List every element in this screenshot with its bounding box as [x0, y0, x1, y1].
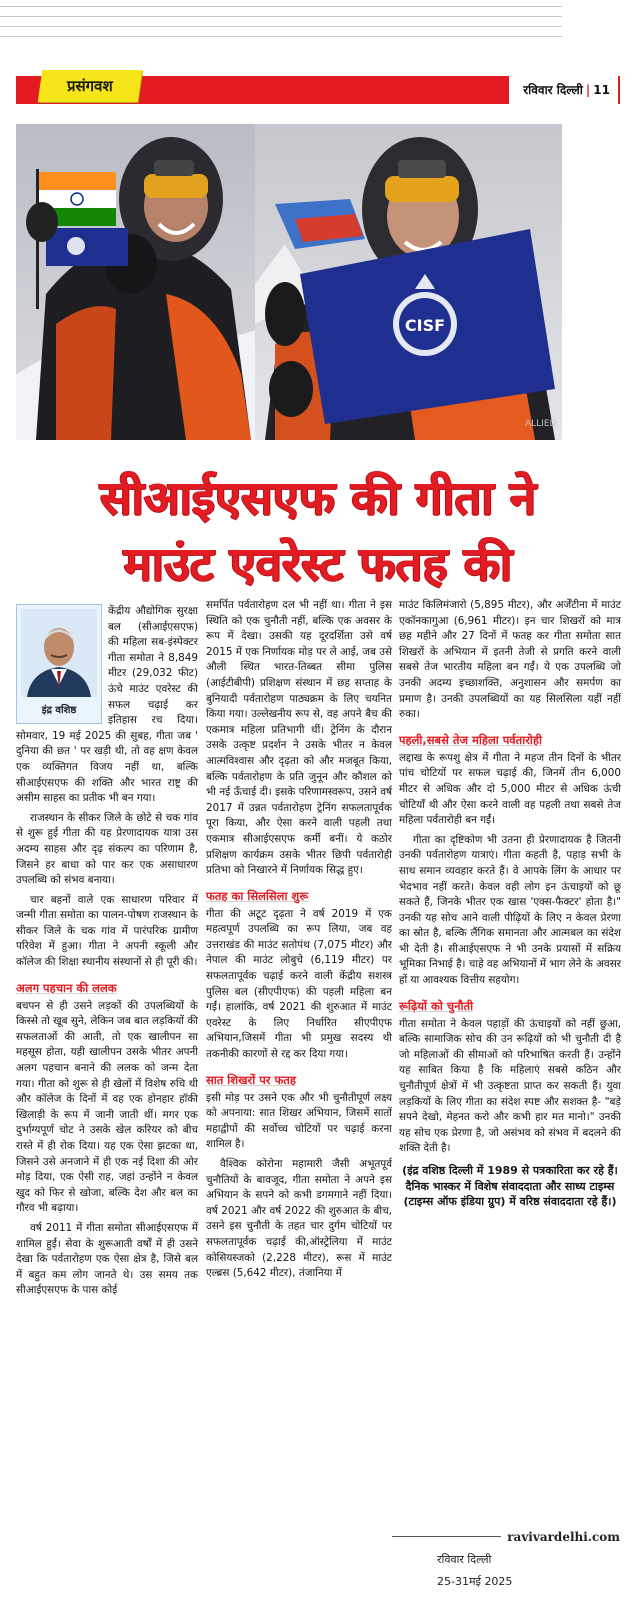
col1-paragraph-2: राजस्थान के सीकर जिले के छोटे से चक गांव से शुरू हुई गीता की यह प्रेरणादायक यात्रा उस अदम्य साहस और दृढ़ संकल्प का परिणाम है, जिसने हर बाधा को पार कर एक असाधारण उपलब्धि को संभव बनाया।: [16, 811, 198, 887]
col2-paragraph-4: वैश्विक कोरोना महामारी जैसी अभूतपूर्व चुनौतियों के बावजूद, गीता समोता ने अपने इस अभियान के सपने को कभी डगमगाने नहीं दिया। वर्ष 2021 और वर्ष 2022 की शुरुआत के बीच, उसने इस चुनौती के तहत चार दुर्गम चोटियों पर सफलतापूर्वक चढ़ाई की,ऑस्ट्रेलिया में माउंट कोसियस्जको (2,228 मीटर), रूस में माउंट एल्ब्रस (5,642 मीटर), तंजानिया में: [206, 1158, 392, 1280]
article-column-2: [206, 598, 392, 1286]
page-number: 11: [593, 83, 610, 97]
subhead-sabse-tez: पहली,सबसे तेज महिला पर्वतारोही: [399, 732, 542, 747]
suit-brand-text: ALLIED: [525, 419, 557, 429]
flag-cisf-text: CISF: [404, 316, 446, 335]
col3-paragraph-1: माउंट किलिमंजारो (5,895 मीटर), और अर्जेंटीना में माउंट एकॉनकागुआ (6,961 मीटर)। इन चार शिखरों को मात्र छह महीने और 27 दिनों में फतह कर गीता समोता सात शिखरों के अभियान में इतनी तेजी से प्रगति करने वाली सबसे तेज भारतीय महिला बन गईं। ये एक उपलब्धि जो उनकी अदम्य इच्छाशक्ति, अनुशासन और समर्पण का प्रमाण है। उनकी उपलब्धियों का यह सिलसिला यहीं नहीं रुका।: [399, 599, 621, 721]
top-rules: [0, 0, 636, 40]
page-info: रविवार दिल्ली | 11: [509, 76, 618, 104]
col2-paragraph-2: गीता की अटूट दृढ़ता ने वर्ष 2019 में एक महत्वपूर्ण उपलब्धि का रूप लिया, जब वह उत्तराखंड की माउंट सतोपंथ (7,075 मीटर) और नेपाल की माउंट लोबुचे (6,119 मीटर) पर सफलतापूर्वक चढ़ाई करने वाली केंद्रीय सशस्त्र पुलिस बल (सीएपीएफ) की पहली महिला बन गईं। हालांकि, वर्ष 2021 की शुरुआत में माउंट एवरेस्ट के लिए निर्धारित सीएपीएफ अभियान,जिसमें गीता भी प्रमुख सदस्य थी तकनीकी कारणों से रद्द कर दिया गया।: [206, 907, 392, 1061]
subhead-saat-shikhar: सात शिखरों पर फतह: [206, 1072, 296, 1087]
headline: [16, 466, 620, 598]
col2-paragraph-1: समर्पित पर्वतारोहण दल भी नहीं था। गीता ने इस स्थिति को एक चुनौती नहीं, बल्कि एक अवसर के रूप में देखा। उसकी यह दूरदर्शिता उसे वर्ष 2015 में एक निर्णायक मोड़ पर ले आई, जब उसे औली स्थित भारत-तिब्बत सीमा पुलिस (आईटीबीपी) प्रशिक्षण संस्थान में छह सप्ताह के बुनियादी पर्वतारोहण पाठ्यक्रम के लिए चयनित किया गया। उल्लेखनीय रूप से, वह अपने बैच की एकमात्र महिला प्रतिभागी थीं। ट्रेनिंग के दौरान उसके उत्कृष्ट प्रदर्शन ने उसके भीतर न केवल आत्मविश्वास और दृढ़ता को और मजबूत किया, बल्कि पर्वतारोहण के प्रति जुनून और कौशल को भी नई ऊँचाई दी। इसके परिणामस्वरूप, उसने वर्ष 2017 में उन्नत पर्वतारोहण ट्रेनिंग सफलतापूर्वक पूरा किया, और ऐसा करने वाली पहली तथा एकमात्र सीआईएसएफ कर्मी बनीं। ये कठोर प्रशिक्षण कार्यक्रम उसके भीतर छिपी पर्वतारोही प्रतिभा को निखारने में निर्णायक सिद्ध हुए।: [206, 599, 392, 877]
article-column-3: [399, 598, 621, 1210]
footer-publication: रविवार दिल्ली: [437, 1553, 492, 1566]
author-note: (इंद्र वशिष्ठ दिल्ली में 1989 से पत्रकारिता कर रहे हैं। दैनिक भास्कर में विशेष संवाददाता और साध्य टाइम्स (टाइम्स ऑफ इंडिया ग्रुप) में वरिष्ठ संवाददाता रहे हैं।): [402, 1164, 618, 1208]
edition-name: रविवार दिल्ली: [523, 83, 583, 97]
subhead-roodhiyon-ko-chunauti: रूढ़ियों को चुनौती: [399, 998, 474, 1013]
col1-paragraph-3: चार बहनों वाले एक साधारण परिवार में जन्मी गीता समोता का पालन-पोषण राजस्थान के सीकर जिले के चक गांव में पारंपरिक ग्रामीण परिवेश में हुआ। गीता ने अपनी स्कूली और कॉलेज की शिक्षा स्थानीय संस्थानों से ही पूरी की।: [16, 893, 198, 969]
subhead-alag-pehchan: अलग पहचान की ललक: [16, 980, 117, 995]
photo-climber-indian-flag: [16, 124, 259, 440]
footer-date: 25-31मई 2025: [437, 1575, 513, 1588]
col3-paragraph-2: लद्दाख के रूपशु क्षेत्र में गीता ने महज तीन दिनों के भीतर पांच चोटियों पर सफल चढ़ाई की, जिनमें तीन 6,000 मीटर से अधिक और दो 5,000 मीटर से अधिक ऊंची चोटियाँ थी और ऐसा करने वाली वह पहली तथा सबसे तेज महिला पर्वतारोही बन गईं।: [399, 751, 621, 827]
headline-line-2: माउंट एवरेस्ट फतह की: [123, 537, 513, 592]
col1-paragraph-4: बचपन से ही उसने लड़कों की उपलब्धियों के किस्से तो खूब सुने, लेकिन जब बात लड़कियों की सफलताओं की आती, तो एक खालीपन सा महसूस होता, यही खालीपन उसके भीतर अपनी अलग पहचान बनाने की ललक को जन्म देता गया। गीता को शुरू से ही खेलों में विशेष रुचि थी और कॉलेज के दिनों में वह एक होनहार हॉकी खिलाड़ी के रूप में जानी जाती थीं। मगर एक दुर्भाग्यपूर्ण चोट ने उसके खेल करियर को बीच रास्ते में ही रोक दिया। यह एक ऐसा झटका था, जिसने उसे अनजाने में ही एक नई दिशा की ओर मोड़ दिया, एक ऐसी राह, जहां उन्होंने न केवल खुद को फिर से खोजा, बल्कि देश और बल का गौरव भी बढ़ाया।: [16, 999, 198, 1215]
article-column-1: [16, 604, 198, 1303]
photo-climber-cisf-flag: [255, 124, 562, 440]
subhead-fatah-silsila: फतह का सिलसिला शुरू: [206, 888, 309, 903]
section-label: प्रसंगवश: [38, 70, 142, 102]
col3-paragraph-3: गीता का दृष्टिकोण भी उतना ही प्रेरणादायक है जितनी उनकी पर्वतारोहण यात्राएं। गीता कहती है, पहाड़ सभी के साथ समान व्यवहार करते हैं। वे आपके लिंग के आधार पर भेदभाव नहीं करते। केवल वही लोग इन ऊंचाइयों को छू सकते हैं, जिनके भीतर एक खास 'एक्स-फैक्टर' होता है।" उनकी यह सोच आने वाली पीढ़ियों के लिए न केवल प्रेरणा का स्रोत है, बल्कि लैंगिक समानता और आत्मबल का संदेश भी देती है। सीआईएसएफ ने भी उनके प्रयासों में सक्रिय भूमिका निभाई है। चाहे वह अभियानों में भाग लेने के अवसर हों या आवश्यक वित्तीय सहयोग।: [399, 833, 621, 987]
col1-paragraph-5: वर्ष 2011 में गीता समोता सीआईएसएफ में शामिल हुईं। सेवा के शुरूआती वर्षों में ही उसने देखा कि पर्वतारोहण एक ऐसा क्षेत्र है, जिसे बल में बहुत कम लोग जानते थे। उस समय तक सीआईएसएफ के पास कोई: [16, 1221, 198, 1297]
footer-url: ravivardelhi.com: [501, 1530, 620, 1544]
byline-box: [16, 604, 102, 724]
col3-paragraph-4: गीता समोता ने केवल पहाड़ों की ऊंचाइयों को नहीं छुआ, बल्कि सामाजिक सोच की उन रूढ़ियों को भी चुनौती दी है जो महिलाओं की सीमाओं को परिभाषित करती हैं। उन्होंने यह साबित किया है कि महिलाएं सबसे कठिन और चुनौतीपूर्ण क्षेत्रों में भी उत्कृष्टता प्राप्त कर सकती हैं। युवा लड़कियों के लिए गीता का संदेश स्पष्ट और सशक्त है- "बड़े सपने देखो, मेहनत करो और कभी हार मत मानो।" उनकी यह सोच एक प्रेरणा है, जो असंभव को संभव में बदलने की शक्ति देती है।: [399, 1017, 621, 1155]
col2-paragraph-3: इसी मोड़ पर उसने एक और भी चुनौतीपूर्ण लक्ष्य को अपनाया: सात शिखर अभियान, जिसमें सातों महाद्वीपों की सर्वोच्च चोटियों पर चढ़ाई करना शामिल है।: [206, 1091, 392, 1151]
author-photo: [21, 609, 97, 697]
headline-line-1: सीआईएसएफ की गीता ने: [99, 471, 537, 526]
byline-name: इंद्र वशिष्ठ: [41, 705, 77, 717]
col1-paragraph-1: केंद्रीय औद्योगिक सुरक्षा बल (सीआईएसएफ) की महिला सब-इंस्पेक्टर गीता समोता ने 8,849 मीटर (29,032 फीट) ऊंचे माउंट एवरेस्ट की सफल चढ़ाई कर इतिहास रच दिया। सोमवार, 19 मई 2025 की सुबह, गीता जब ' दुनिया की छत ' पर खड़ी थी, तो वह क्षण केवल एक व्यक्तिगत विजय नहीं था, बल्कि सीआईएसएफ की शक्ति और भारत राष्ट्र की असीम साहस का प्रतीक भी बन गया।: [16, 605, 198, 805]
